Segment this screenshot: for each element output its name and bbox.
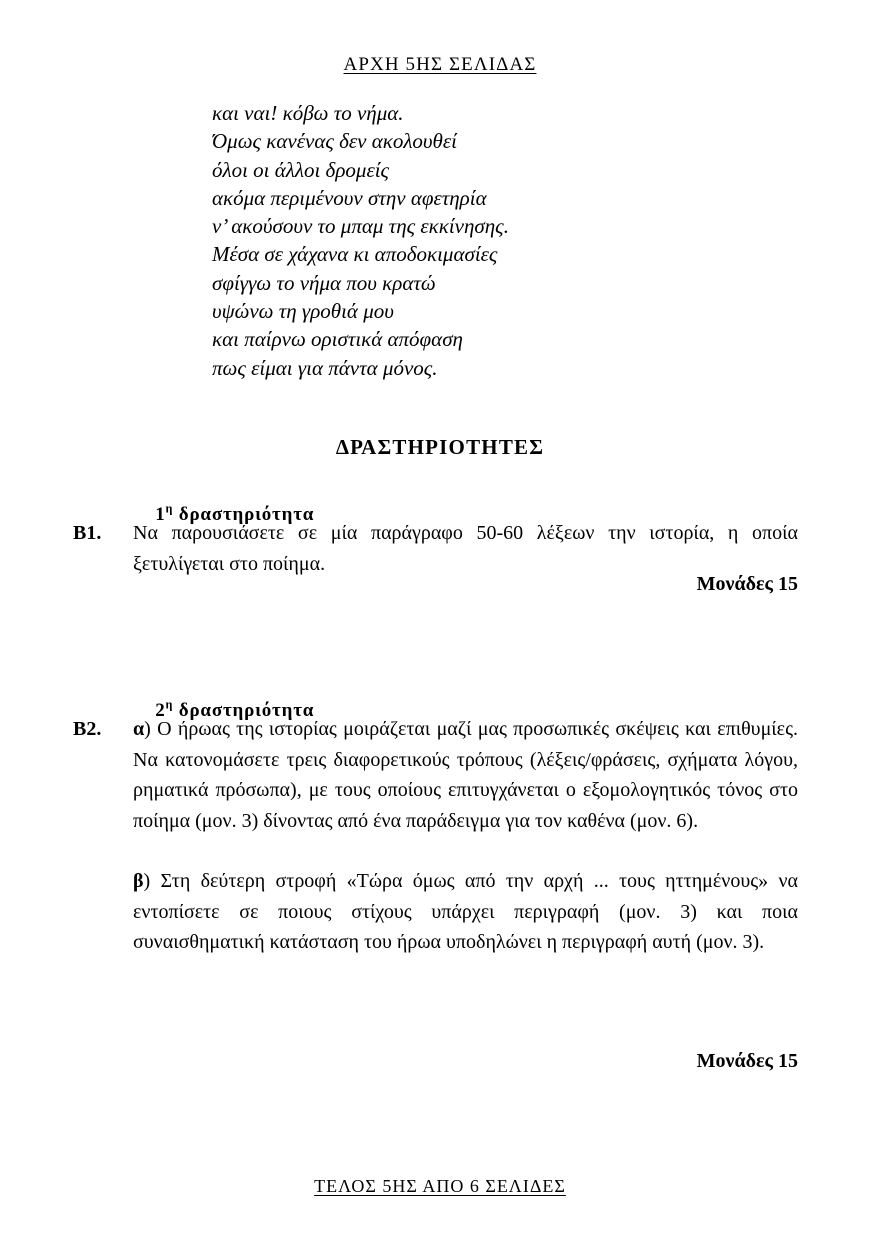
poem-line: Μέσα σε χάχανα κι αποδοκιμασίες — [212, 242, 498, 267]
activity-1-ordinal-suffix: η — [165, 501, 174, 516]
poem-line: όλοι οι άλλοι δρομείς — [212, 157, 390, 182]
question-b1-body — [133, 518, 798, 579]
page-header-text: ΑΡΧΗ 5ΗΣ ΣΕΛΙΔΑΣ — [343, 54, 537, 75]
question-b2-part-b-marker: β — [133, 870, 144, 892]
question-b2-part-a-text: ) Ο ήρωας της ιστορίας μοιράζεται μαζί μας προσωπικές σκέψεις και επιθυμίες. Να κατονομάσετε τρεις διαφορετικούς τρόπους (λέξεις/φράσεις, σχήματα λόγου, ρηματικά πρόσωπα), με τους οποίους επιτυγχάνεται ο εξομολογητικός τόνος στο ποίημα (μον. 3) δίνοντας από ένα παράδειγμα για τον καθένα (μον. 6). — [133, 718, 798, 832]
question-b2-part-a-marker: α — [133, 718, 145, 740]
page-footer-text: ΤΕΛΟΣ 5ΗΣ ΑΠΟ 6 ΣΕΛΙΔΕΣ — [314, 1176, 566, 1196]
activity-1-word: δραστηριότητα — [173, 504, 315, 525]
poem-line: και ναι! κόβω το νήμα. — [212, 101, 404, 125]
poem-line: και παίρνω οριστικά απόφαση — [212, 327, 463, 352]
activities-title-text: ΔΡΑΣΤΗΡΙΟΤΗΤΕΣ — [335, 435, 545, 459]
poem-line: ακόμα περιμένουν στην αφετηρία — [212, 185, 487, 210]
question-b1 — [73, 518, 798, 579]
page-footer — [0, 1176, 880, 1197]
poem-block — [212, 99, 772, 382]
question-b1-text: Να παρουσιάσετε σε μία παράγραφο 50-60 λέξεων την ιστορία, η οποία ξετυλίγεται στο ποίημα. — [133, 522, 798, 575]
page-header — [0, 54, 880, 76]
question-b2-part-a — [133, 714, 798, 836]
activity-2-number: 2 — [155, 700, 166, 721]
question-b2 — [73, 714, 798, 958]
question-b1-marks: Μονάδες 15 — [696, 573, 798, 595]
activity-2-word: δραστηριότητα — [173, 700, 315, 721]
question-b2-body — [133, 714, 798, 958]
activities-section-title — [0, 435, 880, 460]
poem-line: σφίγγω το νήμα που κρατώ — [212, 270, 436, 295]
question-b2-part-b-text: ) Στη δεύτερη στροφή «Τώρα όμως από την αρχή ... τους ηττημένους» να εντοπίσετε σε ποιους στίχους υπάρχει περιγραφή (μον. 3) και ποια συναισθηματική κατάσταση του ήρωα υποδηλώνει η περιγραφή αυτή (μον. 3). — [133, 870, 798, 953]
question-b2-part-b — [133, 866, 798, 958]
question-b2-marks: Μονάδες 15 — [696, 1050, 798, 1072]
question-b2-tag: B2. — [73, 718, 102, 740]
question-b1-tag: B1. — [73, 522, 102, 544]
activity-2-ordinal-suffix: η — [165, 697, 174, 712]
poem-line: Όμως κανένας δεν ακολουθεί — [212, 129, 457, 154]
poem-line: ν’ ακούσουν το μπαμ της εκκίνησης. — [212, 214, 509, 239]
activity-1-number: 1 — [155, 504, 166, 525]
poem-line: πως είμαι για πάντα μόνος. — [212, 355, 438, 380]
poem-line: υψώνω τη γροθιά μου — [212, 299, 394, 324]
